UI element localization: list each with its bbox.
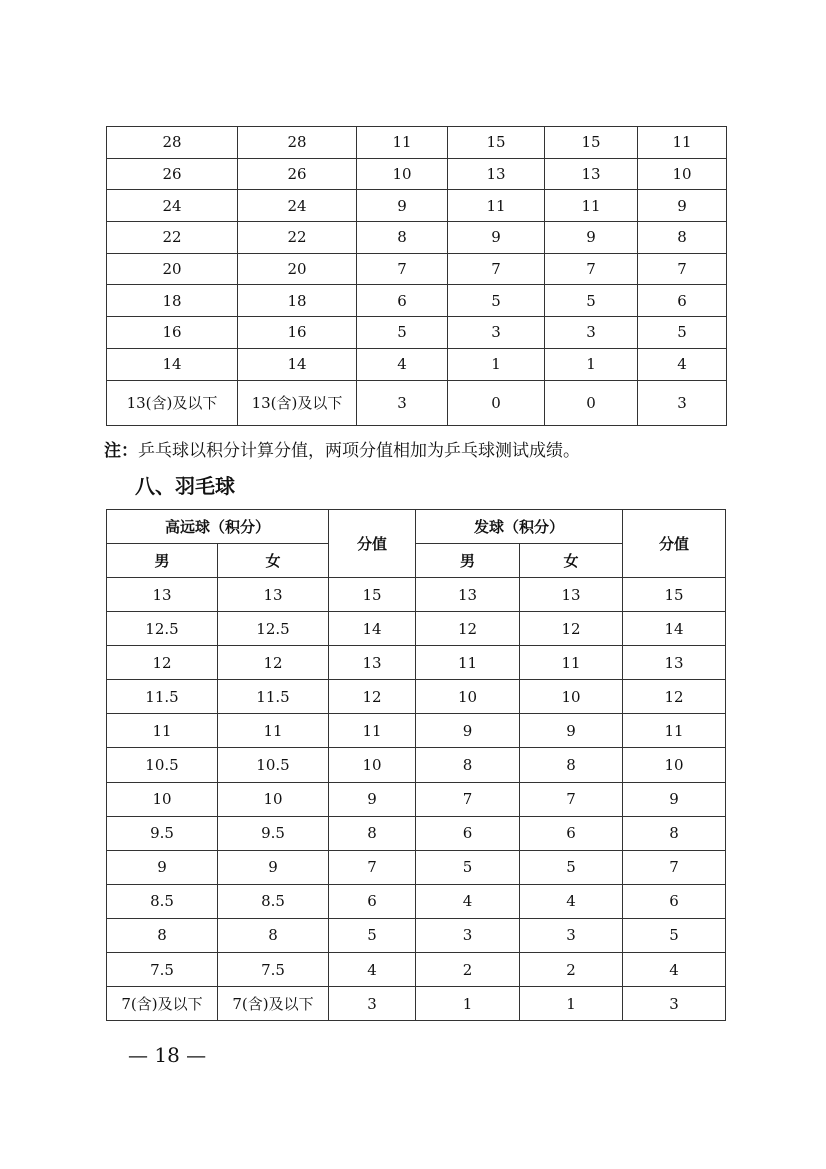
table-row	[107, 884, 726, 918]
table-cell: 7	[520, 782, 623, 816]
table-cell: 5	[329, 918, 416, 952]
table-cell: 5	[416, 850, 520, 884]
header-male-1: 男	[107, 544, 218, 578]
table-cell: 7	[448, 253, 545, 285]
header-serve: 发球（积分）	[416, 510, 623, 544]
table-row	[107, 578, 726, 612]
header-clear-shot: 高远球（积分）	[107, 510, 329, 544]
table-cell: 10	[107, 782, 218, 816]
table-cell: 6	[520, 816, 623, 850]
table-cell: 8	[218, 918, 329, 952]
table-cell: 13	[416, 578, 520, 612]
table-cell: 7	[357, 253, 448, 285]
badminton-score-table	[106, 509, 726, 1021]
table-cell: 15	[545, 127, 638, 159]
table-row	[107, 190, 727, 222]
table-cell: 7	[638, 253, 727, 285]
table-row	[107, 348, 727, 380]
table-cell: 6	[357, 285, 448, 317]
header-score-1: 分值	[329, 510, 416, 578]
table-cell: 9	[416, 714, 520, 748]
table-cell: 6	[638, 285, 727, 317]
table-cell: 8	[357, 222, 448, 254]
table-cell: 6	[329, 884, 416, 918]
table-cell: 0	[448, 380, 545, 425]
table-cell: 6	[416, 816, 520, 850]
table-cell: 11.5	[218, 680, 329, 714]
table-cell: 9	[357, 190, 448, 222]
table-cell: 3	[520, 918, 623, 952]
table-cell: 11	[623, 714, 726, 748]
table-cell: 9	[623, 782, 726, 816]
table-cell: 14	[107, 348, 238, 380]
table-cell: 1	[416, 987, 520, 1021]
table-cell: 8.5	[218, 884, 329, 918]
table-cell: 5	[520, 850, 623, 884]
table-row	[107, 317, 727, 349]
table-cell: 11.5	[107, 680, 218, 714]
table-cell: 9	[218, 850, 329, 884]
table-cell: 28	[107, 127, 238, 159]
table-cell: 8	[520, 748, 623, 782]
table-cell: 13(含)及以下	[107, 380, 238, 425]
table-cell: 8	[638, 222, 727, 254]
note-text: 乒乓球以积分计算分值，两项分值相加为乒乓球测试成绩。	[138, 441, 580, 461]
table-cell: 13	[520, 578, 623, 612]
table-cell: 7.5	[218, 953, 329, 987]
table-cell: 3	[357, 380, 448, 425]
table-cell: 12	[520, 612, 623, 646]
table-cell: 12	[218, 646, 329, 680]
table-cell: 5	[623, 918, 726, 952]
table-cell: 10	[623, 748, 726, 782]
table-cell: 5	[545, 285, 638, 317]
table-cell: 11	[416, 646, 520, 680]
table-cell: 11	[448, 190, 545, 222]
table-cell: 8	[416, 748, 520, 782]
table-cell: 9.5	[107, 816, 218, 850]
table-cell: 10	[520, 680, 623, 714]
table-cell: 4	[357, 348, 448, 380]
section-heading: 八、羽毛球	[135, 474, 235, 498]
table-cell: 1	[520, 987, 623, 1021]
table-cell: 3	[623, 987, 726, 1021]
table-cell: 13	[329, 646, 416, 680]
table-cell: 24	[107, 190, 238, 222]
table-cell: 7	[416, 782, 520, 816]
table-cell: 18	[107, 285, 238, 317]
table-cell: 16	[238, 317, 357, 349]
table-row	[107, 850, 726, 884]
table-cell: 10	[218, 782, 329, 816]
table-cell: 3	[545, 317, 638, 349]
table-cell: 2	[416, 953, 520, 987]
table-cell: 22	[238, 222, 357, 254]
table-cell: 13	[623, 646, 726, 680]
table-cell: 9	[107, 850, 218, 884]
table-row	[107, 748, 726, 782]
table-cell: 3	[329, 987, 416, 1021]
table-row	[107, 646, 726, 680]
table-cell: 10	[638, 158, 727, 190]
table-cell: 7	[329, 850, 416, 884]
table-cell: 13(含)及以下	[238, 380, 357, 425]
table-row	[107, 612, 726, 646]
table-cell: 9	[638, 190, 727, 222]
header-female-1: 女	[218, 544, 329, 578]
table-row	[107, 380, 727, 425]
table-cell: 15	[623, 578, 726, 612]
table-cell: 4	[520, 884, 623, 918]
table-cell: 20	[238, 253, 357, 285]
table-cell: 5	[448, 285, 545, 317]
table-cell: 14	[329, 612, 416, 646]
table-cell: 7(含)及以下	[218, 987, 329, 1021]
table-cell: 11	[218, 714, 329, 748]
table-cell: 1	[448, 348, 545, 380]
table-cell: 24	[238, 190, 357, 222]
table-cell: 13	[107, 578, 218, 612]
table-cell: 3	[448, 317, 545, 349]
header-male-2: 男	[416, 544, 520, 578]
table-cell: 11	[107, 714, 218, 748]
table-cell: 8.5	[107, 884, 218, 918]
table-cell: 3	[416, 918, 520, 952]
table-cell: 15	[448, 127, 545, 159]
table-cell: 4	[638, 348, 727, 380]
pingpong-note	[104, 436, 580, 461]
table-cell: 20	[107, 253, 238, 285]
table-cell: 1	[545, 348, 638, 380]
table-cell: 12	[329, 680, 416, 714]
table-cell: 15	[329, 578, 416, 612]
table-cell: 10	[357, 158, 448, 190]
table-cell: 2	[520, 953, 623, 987]
table-cell: 13	[545, 158, 638, 190]
table-row	[107, 680, 726, 714]
table-cell: 11	[329, 714, 416, 748]
table-row	[107, 158, 727, 190]
table-cell: 0	[545, 380, 638, 425]
table-cell: 14	[238, 348, 357, 380]
table-cell: 16	[107, 317, 238, 349]
table-row	[107, 782, 726, 816]
pingpong-score-table	[106, 126, 727, 426]
header-female-2: 女	[520, 544, 623, 578]
table-cell: 12.5	[218, 612, 329, 646]
table-cell: 9	[520, 714, 623, 748]
table-cell: 11	[520, 646, 623, 680]
table-row	[107, 816, 726, 850]
header-score-2: 分值	[623, 510, 726, 578]
table-cell: 4	[329, 953, 416, 987]
table-cell: 11	[357, 127, 448, 159]
table-cell: 12	[416, 612, 520, 646]
table-cell: 5	[357, 317, 448, 349]
table-cell: 10.5	[107, 748, 218, 782]
table-row	[107, 918, 726, 952]
table-cell: 9.5	[218, 816, 329, 850]
table-cell: 12	[623, 680, 726, 714]
table-cell: 13	[448, 158, 545, 190]
table-cell: 9	[545, 222, 638, 254]
table-row	[107, 953, 726, 987]
table-cell: 26	[238, 158, 357, 190]
table-cell: 4	[416, 884, 520, 918]
table-cell: 13	[218, 578, 329, 612]
table-cell: 3	[638, 380, 727, 425]
table-row	[107, 253, 727, 285]
table-cell: 10.5	[218, 748, 329, 782]
note-label: 注：	[104, 441, 138, 461]
table-cell: 7	[623, 850, 726, 884]
table-row	[107, 987, 726, 1021]
table-cell: 12.5	[107, 612, 218, 646]
table-cell: 7.5	[107, 953, 218, 987]
table-cell: 12	[107, 646, 218, 680]
table-row	[107, 222, 727, 254]
table-cell: 14	[623, 612, 726, 646]
table-cell: 4	[623, 953, 726, 987]
table-row	[107, 127, 727, 159]
table-cell: 11	[545, 190, 638, 222]
table-cell: 7	[545, 253, 638, 285]
table-cell: 5	[638, 317, 727, 349]
table-cell: 7(含)及以下	[107, 987, 218, 1021]
table-cell: 10	[329, 748, 416, 782]
table-cell: 9	[448, 222, 545, 254]
table-cell: 22	[107, 222, 238, 254]
table-cell: 28	[238, 127, 357, 159]
table-cell: 18	[238, 285, 357, 317]
table-row	[107, 285, 727, 317]
table-cell: 8	[329, 816, 416, 850]
table-cell: 26	[107, 158, 238, 190]
table-cell: 9	[329, 782, 416, 816]
page-number: — 18 —	[128, 1043, 207, 1067]
table-cell: 11	[638, 127, 727, 159]
table-cell: 10	[416, 680, 520, 714]
table-row	[107, 714, 726, 748]
table-cell: 8	[107, 918, 218, 952]
table-cell: 8	[623, 816, 726, 850]
table-cell: 6	[623, 884, 726, 918]
